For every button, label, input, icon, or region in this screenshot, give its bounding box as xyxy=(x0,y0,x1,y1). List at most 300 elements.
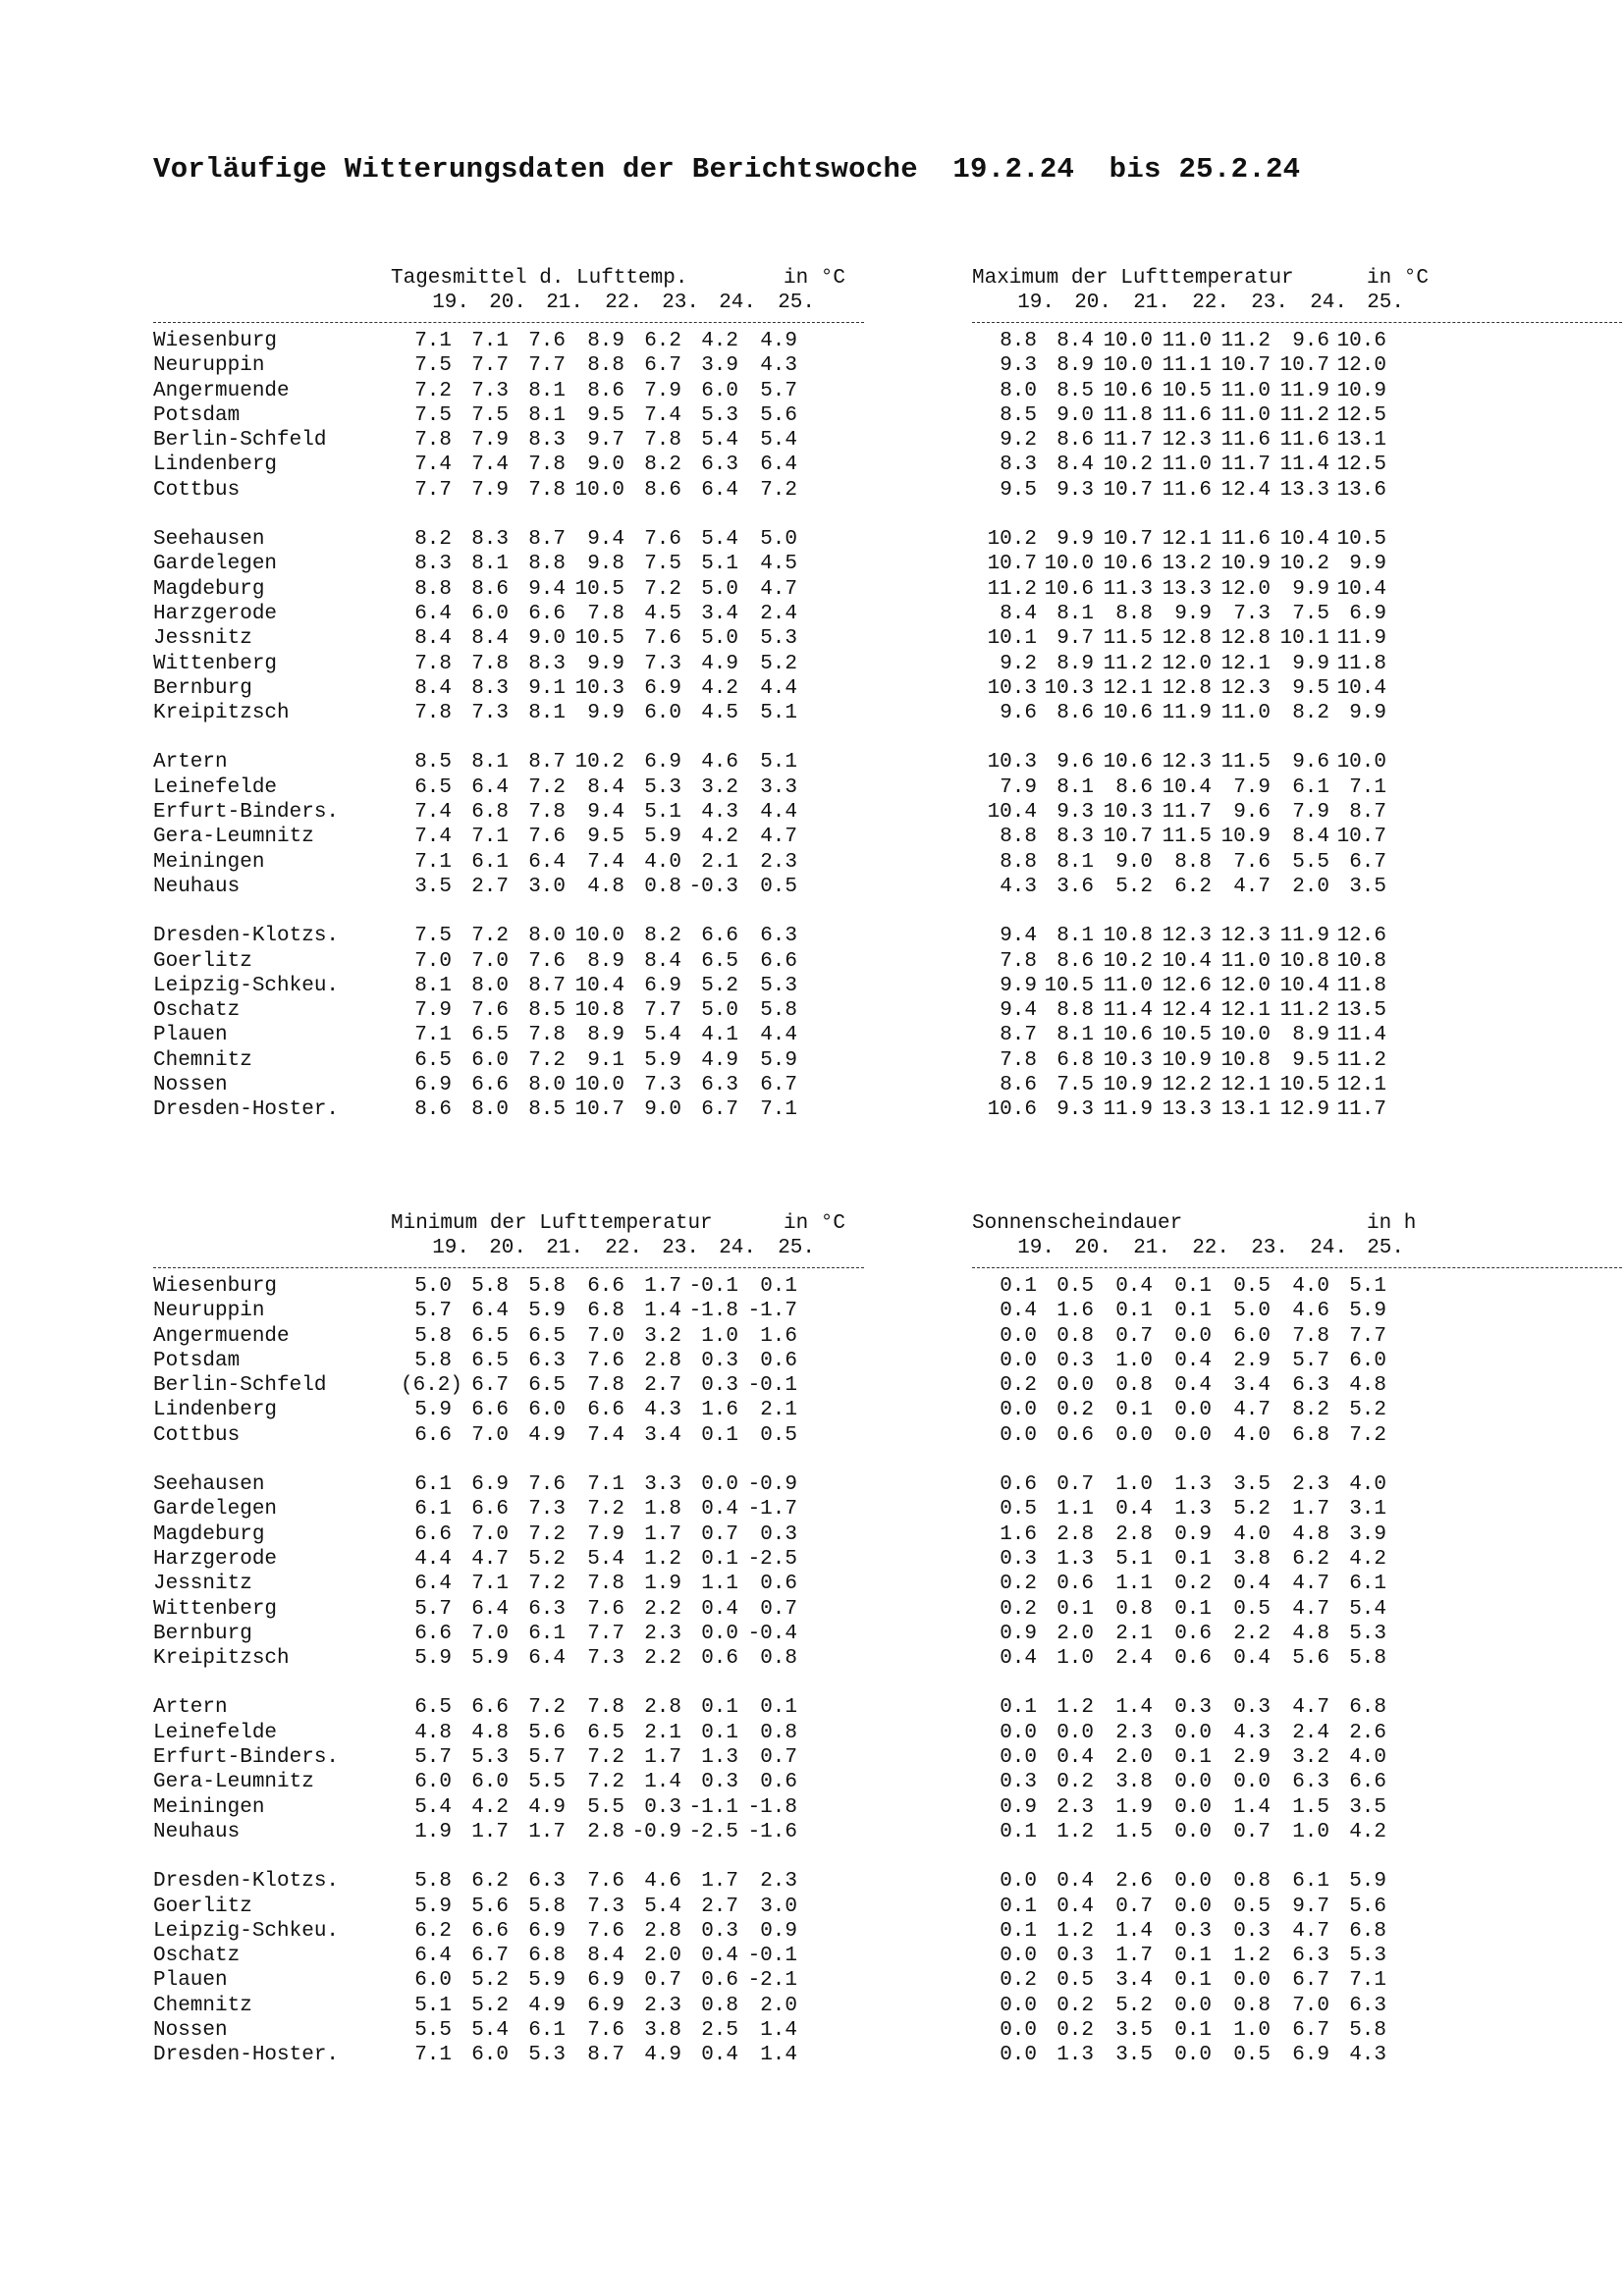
table-row xyxy=(153,2019,1386,2044)
value-cell-left: 10.5 xyxy=(574,577,624,601)
value-cell-left: 9.1 xyxy=(528,676,566,700)
value-cell-right: 9.9 xyxy=(1349,553,1386,576)
value-cell-left: 8.2 xyxy=(414,528,452,552)
value-cell-right: 0.0 xyxy=(1000,2044,1037,2067)
value-cell-right: 2.6 xyxy=(1349,1721,1386,1744)
value-cell-left: 5.8 xyxy=(414,1870,452,1894)
value-cell-left: 6.7 xyxy=(644,354,681,378)
value-cell-right: 7.8 xyxy=(1000,1048,1037,1072)
value-cell-right: 10.2 xyxy=(1103,949,1153,973)
value-cell-left: 5.1 xyxy=(760,702,797,725)
value-cell-right: 1.6 xyxy=(1056,1300,1094,1323)
station-group xyxy=(153,528,1386,726)
value-cell-left: 5.9 xyxy=(471,1647,509,1671)
value-cell-right: 6.1 xyxy=(1349,1573,1386,1596)
value-cell-left: 0.4 xyxy=(701,1498,738,1522)
table-row xyxy=(153,1622,1386,1647)
value-cell-left: 7.2 xyxy=(528,1048,566,1072)
value-cell-right: 8.6 xyxy=(1056,702,1094,725)
value-cell-right: 7.0 xyxy=(1292,1994,1329,2017)
value-cell-left: 6.2 xyxy=(471,1870,509,1894)
value-cell-right: 0.2 xyxy=(1000,1597,1037,1621)
value-cell-right: 5.1 xyxy=(1115,1547,1153,1571)
value-cell-right: 0.2 xyxy=(1174,1573,1212,1596)
value-cell-right: 5.3 xyxy=(1349,1622,1386,1645)
value-cell-left: 6.4 xyxy=(701,478,738,502)
value-cell-left: 7.6 xyxy=(587,1919,624,1943)
value-cell-left: 5.7 xyxy=(414,1597,452,1621)
station-name: Leinefelde xyxy=(153,775,278,799)
value-cell-right: 12.1 xyxy=(1103,676,1153,700)
value-cell-left: 4.5 xyxy=(760,553,797,576)
value-cell-right: 9.6 xyxy=(1292,751,1329,774)
value-cell-left: -0.3 xyxy=(688,875,738,898)
value-cell-left: 0.3 xyxy=(760,1522,797,1546)
value-cell-right: 11.8 xyxy=(1336,974,1386,997)
table-row xyxy=(153,1721,1386,1746)
value-cell-left: 2.2 xyxy=(644,1647,681,1671)
value-cell-left: 7.8 xyxy=(528,1024,566,1047)
value-cell-left: 5.7 xyxy=(414,1746,452,1770)
value-cell-left: 9.9 xyxy=(587,702,624,725)
value-cell-left: 8.4 xyxy=(587,775,624,799)
value-cell-left: 8.1 xyxy=(528,702,566,725)
value-cell-right: 0.0 xyxy=(1174,1820,1212,1843)
value-cell-left: 6.0 xyxy=(471,2044,509,2067)
value-cell-right: 4.7 xyxy=(1292,1597,1329,1621)
value-cell-left: 8.1 xyxy=(528,403,566,427)
value-cell-left: 7.5 xyxy=(414,925,452,948)
value-cell-right: 11.2 xyxy=(987,577,1037,601)
value-cell-right: 7.8 xyxy=(1292,1324,1329,1348)
value-cell-right: 0.9 xyxy=(1000,1795,1037,1819)
value-cell-left: 6.8 xyxy=(528,1945,566,1968)
value-cell-right: 10.0 xyxy=(1044,553,1094,576)
table-row xyxy=(153,1547,1386,1573)
value-cell-right: 4.7 xyxy=(1292,1573,1329,1596)
value-cell-left: 5.4 xyxy=(471,2019,509,2043)
value-cell-right: 5.2 xyxy=(1349,1399,1386,1422)
table-row xyxy=(153,826,1386,850)
table-row xyxy=(153,1895,1386,1920)
value-cell-left: 8.4 xyxy=(414,627,452,651)
value-cell-left: -0.4 xyxy=(747,1622,797,1645)
value-cell-right: 8.4 xyxy=(1000,602,1037,625)
value-cell-right: 10.6 xyxy=(1103,553,1153,576)
value-cell-left: 10.3 xyxy=(574,676,624,700)
value-cell-right: 0.1 xyxy=(1000,1919,1037,1943)
value-cell-left: 5.3 xyxy=(701,403,738,427)
value-cell-right: 0.0 xyxy=(1000,1399,1037,1422)
value-cell-left: 7.1 xyxy=(414,1024,452,1047)
value-cell-left: 6.5 xyxy=(414,1696,452,1720)
value-cell-right: 0.0 xyxy=(1174,2044,1212,2067)
station-name: Berlin-Schfeld xyxy=(153,1374,327,1398)
value-cell-right: 0.3 xyxy=(1000,1771,1037,1794)
station-name: Wiesenburg xyxy=(153,1275,278,1298)
value-cell-right: 12.5 xyxy=(1336,454,1386,477)
value-cell-left: 5.0 xyxy=(760,528,797,552)
value-cell-right: 6.7 xyxy=(1349,850,1386,874)
value-cell-left: 0.8 xyxy=(760,1721,797,1744)
value-cell-right: 0.3 xyxy=(1000,1547,1037,1571)
section-title-sunshine: Sonnenscheindauer xyxy=(972,1212,1183,1235)
value-cell-left: 8.9 xyxy=(587,1024,624,1047)
value-cell-left: 1.7 xyxy=(528,1820,566,1843)
value-cell-right: 0.0 xyxy=(1115,1423,1153,1447)
station-name: Magdeburg xyxy=(153,577,265,601)
value-cell-right: 0.4 xyxy=(1115,1275,1153,1298)
value-cell-left: 6.6 xyxy=(414,1622,452,1645)
value-cell-left: 7.8 xyxy=(587,1696,624,1720)
value-cell-left: 2.8 xyxy=(644,1919,681,1943)
value-cell-left: 4.9 xyxy=(528,1994,566,2017)
value-cell-right: 5.8 xyxy=(1349,2019,1386,2043)
value-cell-right: 1.0 xyxy=(1233,2019,1271,2043)
value-cell-right: 1.5 xyxy=(1115,1820,1153,1843)
value-cell-left: 7.2 xyxy=(760,478,797,502)
value-cell-left: 9.7 xyxy=(587,429,624,453)
value-cell-right: 11.7 xyxy=(1162,801,1212,825)
value-cell-right: 11.8 xyxy=(1336,652,1386,675)
table-row xyxy=(153,1771,1386,1795)
value-cell-left: 0.8 xyxy=(701,1994,738,2017)
value-cell-left: 1.9 xyxy=(414,1820,452,1843)
day-header-right: 22. xyxy=(1192,292,1229,314)
value-cell-left: 4.3 xyxy=(760,354,797,378)
value-cell-right: 9.2 xyxy=(1000,429,1037,453)
value-cell-left: 6.4 xyxy=(760,454,797,477)
station-name: Goerlitz xyxy=(153,949,252,973)
value-cell-left: 7.8 xyxy=(587,1573,624,1596)
value-cell-right: 13.5 xyxy=(1336,999,1386,1023)
value-cell-right: 8.9 xyxy=(1056,652,1094,675)
day-header-left: 25. xyxy=(778,1237,815,1259)
value-cell-right: 11.5 xyxy=(1103,627,1153,651)
value-cell-right: 0.1 xyxy=(1000,1275,1037,1298)
table-row xyxy=(153,1074,1386,1098)
value-cell-left: 0.4 xyxy=(701,1597,738,1621)
station-name: Neuhaus xyxy=(153,1820,241,1843)
value-cell-left: 6.1 xyxy=(528,2019,566,2043)
value-cell-right: 11.0 xyxy=(1220,949,1271,973)
station-name: Oschatz xyxy=(153,1945,241,1968)
unit-max-temp: in °C xyxy=(1367,267,1430,290)
value-cell-left: 2.3 xyxy=(760,850,797,874)
value-cell-left: 7.1 xyxy=(471,1573,509,1596)
value-cell-left: 10.4 xyxy=(574,974,624,997)
value-cell-right: 10.6 xyxy=(1044,577,1094,601)
value-cell-left: 7.2 xyxy=(414,379,452,402)
value-cell-right: 0.5 xyxy=(1056,1969,1094,1993)
value-cell-left: 0.7 xyxy=(701,1522,738,1546)
station-group xyxy=(153,1275,1386,1449)
value-cell-left: 4.9 xyxy=(701,652,738,675)
value-cell-left: 7.2 xyxy=(587,1771,624,1794)
value-cell-right: 9.9 xyxy=(1292,577,1329,601)
value-cell-left: -1.8 xyxy=(747,1795,797,1819)
value-cell-left: 5.2 xyxy=(471,1969,509,1993)
value-cell-right: 7.1 xyxy=(1349,775,1386,799)
value-cell-right: 6.0 xyxy=(1233,1324,1271,1348)
value-cell-left: -1.6 xyxy=(747,1820,797,1843)
value-cell-right: 0.7 xyxy=(1056,1473,1094,1497)
value-cell-right: 12.6 xyxy=(1336,925,1386,948)
value-cell-right: 5.3 xyxy=(1349,1945,1386,1968)
value-cell-right: 1.7 xyxy=(1292,1498,1329,1522)
value-cell-left: 2.3 xyxy=(644,1994,681,2017)
value-cell-left: 6.9 xyxy=(587,1994,624,2017)
unit-min-temp: in °C xyxy=(784,1212,846,1235)
value-cell-right: 11.2 xyxy=(1220,330,1271,352)
value-cell-right: 0.1 xyxy=(1000,1820,1037,1843)
value-cell-right: 0.3 xyxy=(1233,1696,1271,1720)
value-cell-right: 1.0 xyxy=(1115,1349,1153,1372)
table-row xyxy=(153,354,1386,379)
value-cell-left: 9.1 xyxy=(587,1048,624,1072)
day-header-right: 19. xyxy=(1017,292,1055,314)
day-header-left: 22. xyxy=(605,292,642,314)
value-cell-right: 0.4 xyxy=(1233,1647,1271,1671)
value-cell-left: 1.7 xyxy=(701,1870,738,1894)
value-cell-right: 9.4 xyxy=(1000,999,1037,1023)
value-cell-right: 10.1 xyxy=(1279,627,1329,651)
value-cell-left: 0.3 xyxy=(701,1374,738,1398)
value-cell-right: 0.0 xyxy=(1000,1870,1037,1894)
station-name: Chemnitz xyxy=(153,1994,252,2017)
value-cell-right: 8.1 xyxy=(1056,602,1094,625)
station-group xyxy=(153,751,1386,900)
value-cell-right: 9.3 xyxy=(1056,1098,1094,1122)
value-cell-left: 7.6 xyxy=(644,528,681,552)
value-cell-right: 5.9 xyxy=(1349,1870,1386,1894)
value-cell-right: 0.0 xyxy=(1174,1399,1212,1422)
value-cell-right: 1.2 xyxy=(1233,1945,1271,1968)
value-cell-left: 5.8 xyxy=(528,1275,566,1298)
value-cell-left: 7.6 xyxy=(528,949,566,973)
value-cell-right: 0.1 xyxy=(1115,1399,1153,1422)
value-cell-left: 3.3 xyxy=(644,1473,681,1497)
value-cell-right: 9.4 xyxy=(1000,925,1037,948)
value-cell-right: 10.3 xyxy=(1103,801,1153,825)
value-cell-left: 6.9 xyxy=(644,751,681,774)
value-cell-right: 8.6 xyxy=(1115,775,1153,799)
value-cell-right: 0.1 xyxy=(1174,1275,1212,1298)
value-cell-right: 0.4 xyxy=(1233,1573,1271,1596)
value-cell-left: 4.9 xyxy=(760,330,797,352)
value-cell-right: 5.6 xyxy=(1292,1647,1329,1671)
value-cell-left: 0.6 xyxy=(701,1647,738,1671)
value-cell-left: 0.6 xyxy=(760,1349,797,1372)
value-cell-left: 5.1 xyxy=(644,801,681,825)
value-cell-right: 0.1 xyxy=(1174,1945,1212,1968)
station-name: Neuruppin xyxy=(153,354,265,378)
value-cell-right: 11.0 xyxy=(1220,403,1271,427)
station-name: Wiesenburg xyxy=(153,330,278,352)
value-cell-left: 6.2 xyxy=(644,330,681,352)
value-cell-right: 11.6 xyxy=(1220,528,1271,552)
unit-daily-mean: in °C xyxy=(784,267,846,290)
value-cell-right: 0.1 xyxy=(1000,1696,1037,1720)
value-cell-left: 5.0 xyxy=(701,577,738,601)
value-cell-right: 0.0 xyxy=(1174,1870,1212,1894)
value-cell-left: 0.5 xyxy=(760,1423,797,1447)
value-cell-left: 7.1 xyxy=(471,330,509,352)
value-cell-right: 10.6 xyxy=(1103,1024,1153,1047)
value-cell-right: 2.2 xyxy=(1233,1622,1271,1645)
value-cell-left: 6.2 xyxy=(414,1919,452,1943)
value-cell-left: 5.3 xyxy=(644,775,681,799)
value-cell-right: 0.0 xyxy=(1174,1795,1212,1819)
day-header-left: 23. xyxy=(662,292,699,314)
value-cell-right: 9.9 xyxy=(1056,528,1094,552)
value-cell-right: 12.8 xyxy=(1162,676,1212,700)
value-cell-left: 8.3 xyxy=(471,528,509,552)
value-cell-right: 11.7 xyxy=(1103,429,1153,453)
value-cell-left: 0.1 xyxy=(701,1721,738,1744)
table-row xyxy=(153,1349,1386,1374)
value-cell-right: 8.4 xyxy=(1056,454,1094,477)
value-cell-right: 11.2 xyxy=(1103,652,1153,675)
value-cell-left: 6.0 xyxy=(471,1048,509,1072)
value-cell-left: 5.8 xyxy=(414,1349,452,1372)
value-cell-left: -0.1 xyxy=(688,1275,738,1298)
dashed-rule xyxy=(153,316,228,330)
value-cell-right: 6.1 xyxy=(1292,775,1329,799)
value-cell-right: 0.4 xyxy=(1000,1647,1037,1671)
value-cell-left: 4.6 xyxy=(644,1870,681,1894)
value-cell-left: 4.4 xyxy=(760,1024,797,1047)
value-cell-right: 12.1 xyxy=(1220,999,1271,1023)
value-cell-right: 0.8 xyxy=(1233,1994,1271,2017)
value-cell-left: 5.3 xyxy=(760,627,797,651)
value-cell-right: 0.1 xyxy=(1056,1597,1094,1621)
value-cell-right: 0.4 xyxy=(1115,1498,1153,1522)
station-name: Leinefelde xyxy=(153,1721,278,1744)
value-cell-left: -1.7 xyxy=(747,1498,797,1522)
value-cell-left: 3.9 xyxy=(701,354,738,378)
value-cell-right: 4.8 xyxy=(1349,1374,1386,1398)
table-row xyxy=(153,2044,1386,2068)
value-cell-left: 7.2 xyxy=(644,577,681,601)
value-cell-right: 4.8 xyxy=(1292,1622,1329,1645)
value-cell-left: 5.0 xyxy=(701,999,738,1023)
value-cell-right: 11.0 xyxy=(1220,702,1271,725)
value-cell-right: 13.1 xyxy=(1220,1098,1271,1122)
value-cell-left: 8.5 xyxy=(414,751,452,774)
value-cell-left: 9.4 xyxy=(587,801,624,825)
value-cell-right: 0.2 xyxy=(1000,1374,1037,1398)
table-row xyxy=(153,1498,1386,1522)
value-cell-left: 3.0 xyxy=(528,875,566,898)
value-cell-right: 0.4 xyxy=(1056,1895,1094,1918)
station-name: Leipzig-Schkeu. xyxy=(153,974,340,997)
value-cell-right: 0.8 xyxy=(1056,1324,1094,1348)
value-cell-left: -0.9 xyxy=(747,1473,797,1497)
value-cell-left: 0.1 xyxy=(760,1696,797,1720)
value-cell-right: 1.0 xyxy=(1056,1647,1094,1671)
station-name: Lindenberg xyxy=(153,454,278,477)
value-cell-right: 12.0 xyxy=(1220,974,1271,997)
value-cell-left: 7.0 xyxy=(471,949,509,973)
value-cell-left: 6.5 xyxy=(414,775,452,799)
value-cell-right: 9.5 xyxy=(1292,1048,1329,1072)
value-cell-left: -1.8 xyxy=(688,1300,738,1323)
value-cell-left: 6.5 xyxy=(471,1324,509,1348)
value-cell-left: 4.9 xyxy=(644,2044,681,2067)
value-cell-left: 6.0 xyxy=(528,1399,566,1422)
value-cell-right: 6.9 xyxy=(1349,602,1386,625)
value-cell-left: 0.3 xyxy=(701,1771,738,1794)
value-cell-right: 8.5 xyxy=(1000,403,1037,427)
value-cell-left: 6.6 xyxy=(587,1275,624,1298)
value-cell-left: 6.6 xyxy=(471,1399,509,1422)
value-cell-left: 2.8 xyxy=(644,1696,681,1720)
value-cell-left: 10.7 xyxy=(574,1098,624,1122)
value-cell-left: 6.7 xyxy=(471,1374,509,1398)
value-cell-left: 5.3 xyxy=(528,2044,566,2067)
value-cell-right: 10.6 xyxy=(1336,330,1386,352)
station-name: Gardelegen xyxy=(153,553,278,576)
value-cell-left: 10.0 xyxy=(574,925,624,948)
value-cell-left: 2.7 xyxy=(701,1895,738,1918)
value-cell-left: 8.0 xyxy=(528,925,566,948)
value-cell-left: 8.1 xyxy=(471,751,509,774)
value-cell-right: 7.9 xyxy=(1292,801,1329,825)
value-cell-left: 6.5 xyxy=(701,949,738,973)
table-row xyxy=(153,1024,1386,1048)
value-cell-left: 0.6 xyxy=(701,1969,738,1993)
value-cell-left: 5.5 xyxy=(414,2019,452,2043)
value-cell-right: 8.3 xyxy=(1056,826,1094,849)
value-cell-right: 10.3 xyxy=(1103,1048,1153,1072)
table-row xyxy=(153,1746,1386,1771)
value-cell-right: 5.2 xyxy=(1115,875,1153,898)
value-cell-left: 7.6 xyxy=(587,1870,624,1894)
value-cell-left: 5.7 xyxy=(528,1746,566,1770)
value-cell-right: 7.5 xyxy=(1056,1074,1094,1097)
value-cell-left: 7.2 xyxy=(528,1522,566,1546)
value-cell-right: 12.1 xyxy=(1220,652,1271,675)
value-cell-left: 7.7 xyxy=(414,478,452,502)
value-cell-right: 5.5 xyxy=(1292,850,1329,874)
station-name: Gardelegen xyxy=(153,1498,278,1522)
value-cell-right: 6.3 xyxy=(1292,1945,1329,1968)
value-cell-right: 0.1 xyxy=(1174,1597,1212,1621)
value-cell-left: 6.8 xyxy=(587,1300,624,1323)
day-header-left: 21. xyxy=(546,1237,583,1259)
value-cell-right: 6.3 xyxy=(1292,1374,1329,1398)
value-cell-right: 0.5 xyxy=(1233,2044,1271,2067)
station-name: Dresden-Klotzs. xyxy=(153,1870,340,1894)
table-row xyxy=(153,1647,1386,1672)
value-cell-right: 11.5 xyxy=(1220,751,1271,774)
value-cell-right: 12.3 xyxy=(1220,676,1271,700)
value-cell-left: 8.0 xyxy=(528,1074,566,1097)
value-cell-left: 1.6 xyxy=(760,1324,797,1348)
value-cell-right: 5.4 xyxy=(1349,1597,1386,1621)
value-cell-right: 8.8 xyxy=(1000,330,1037,352)
value-cell-left: 2.0 xyxy=(644,1945,681,1968)
value-cell-left: 1.0 xyxy=(701,1324,738,1348)
day-header-right: 21. xyxy=(1133,292,1170,314)
value-cell-left: 8.6 xyxy=(587,379,624,402)
value-cell-left: 0.5 xyxy=(760,875,797,898)
table-mean-and-max xyxy=(153,267,1430,1124)
value-cell-left: 7.3 xyxy=(528,1498,566,1522)
value-cell-right: 8.9 xyxy=(1292,1024,1329,1047)
value-cell-right: 1.2 xyxy=(1056,1696,1094,1720)
